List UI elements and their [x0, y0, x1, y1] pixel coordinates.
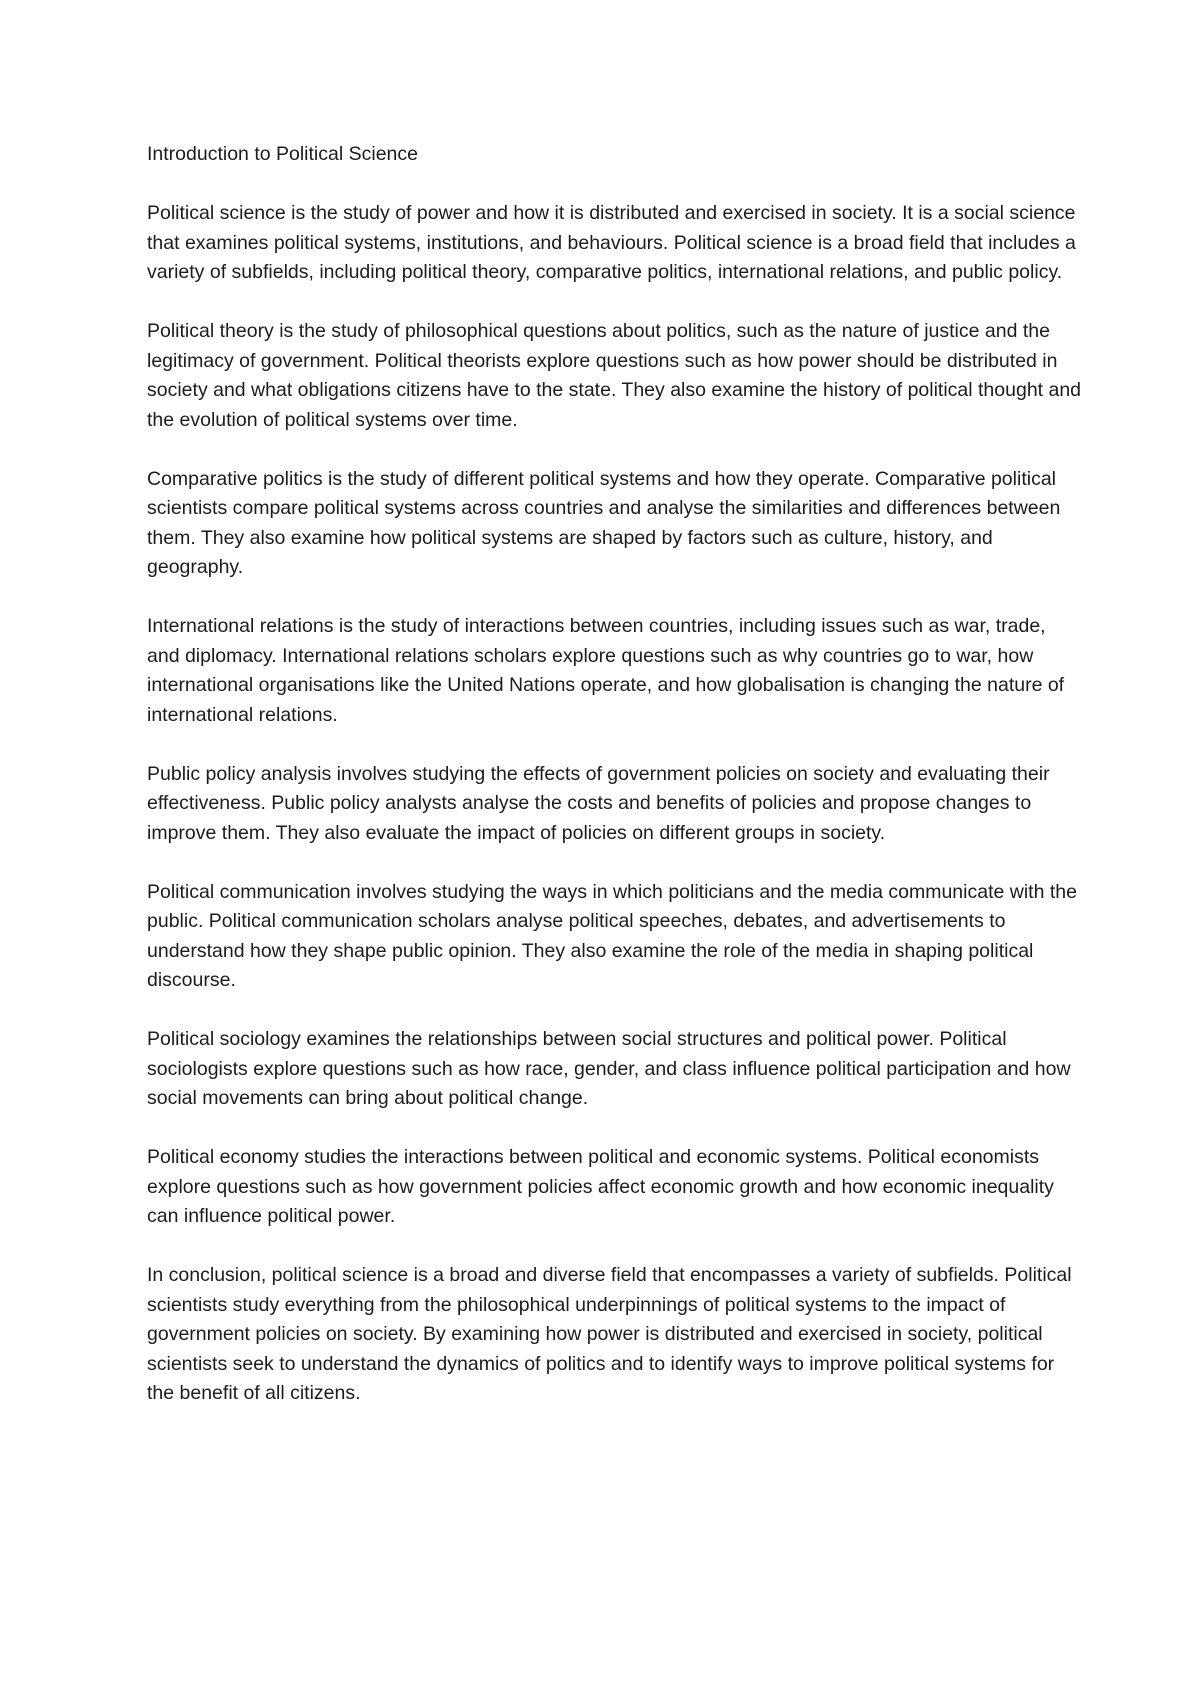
paragraph-political-communication: Political communication involves studying the ways in which politicians and the media communicate with the public. Political communication scholars analyse political speeches, debates, and advertisements to understand how they shape public opinion. They also examine the role of the media in shaping political discourse. — [147, 880, 1077, 991]
paragraph-political-economy: Political economy studies the interactions between political and economic systems. Political economists explore questions such as how government policies affect economic growth and how economic inequality can influence political power. — [147, 1146, 1054, 1227]
paragraph-introduction: Political science is the study of power and how it is distributed and exercised in society. It is a social science that examines political systems, institutions, and behaviours. Political science is a broad field that includes a variety of subfields, including political theory, comparative politics, international relations, and public policy. — [147, 202, 1076, 283]
paragraph-public-policy: Public policy analysis involves studying the effects of government policies on society and evaluating their effectiveness. Public policy analysts analyse the costs and benefits of policies and propose changes to improve them. They also evaluate the impact of policies on different groups in society. — [147, 762, 1050, 844]
paragraph-political-sociology: Political sociology examines the relationships between social structures and political power. Political sociologists explore questions such as how race, gender, and class influence political participation and how social movements can bring about political change. — [147, 1028, 1071, 1109]
paragraph-international-relations: International relations is the study of interactions between countries, including issues such as war, trade, and diplomacy. International relations scholars explore questions such as why countries go to war, how international organisations like the United Nations operate, and how globalisation is changing the nature of international relations. — [147, 615, 1065, 726]
paragraph-comparative-politics: Comparative politics is the study of different political systems and how they operate. Comparative political scientists compare political systems across countries and analyse the similarities and differences between them. They also examine how political systems are shaped by factors such as culture, history, and geography. — [147, 467, 1061, 578]
paragraph-conclusion: In conclusion, political science is a broad and diverse field that encompasses a variety of subfields. Political scientists study everything from the philosophical underpinnings of political systems to the impact of government policies on society. By examining how power is distributed and exercised in society, political scientists seek to understand the dynamics of politics and to identify ways to improve political systems for the benefit of all citizens. — [147, 1264, 1072, 1404]
document-title: Introduction to Political Science — [147, 143, 418, 165]
paragraph-political-theory: Political theory is the study of philosophical questions about politics, such as the nature of justice and the legitimacy of government. Political theorists explore questions such as how power should be distributed in society and what obligations citizens have to the state. They also examine the history of political thought and the evolution of political systems over time. — [147, 320, 1082, 431]
